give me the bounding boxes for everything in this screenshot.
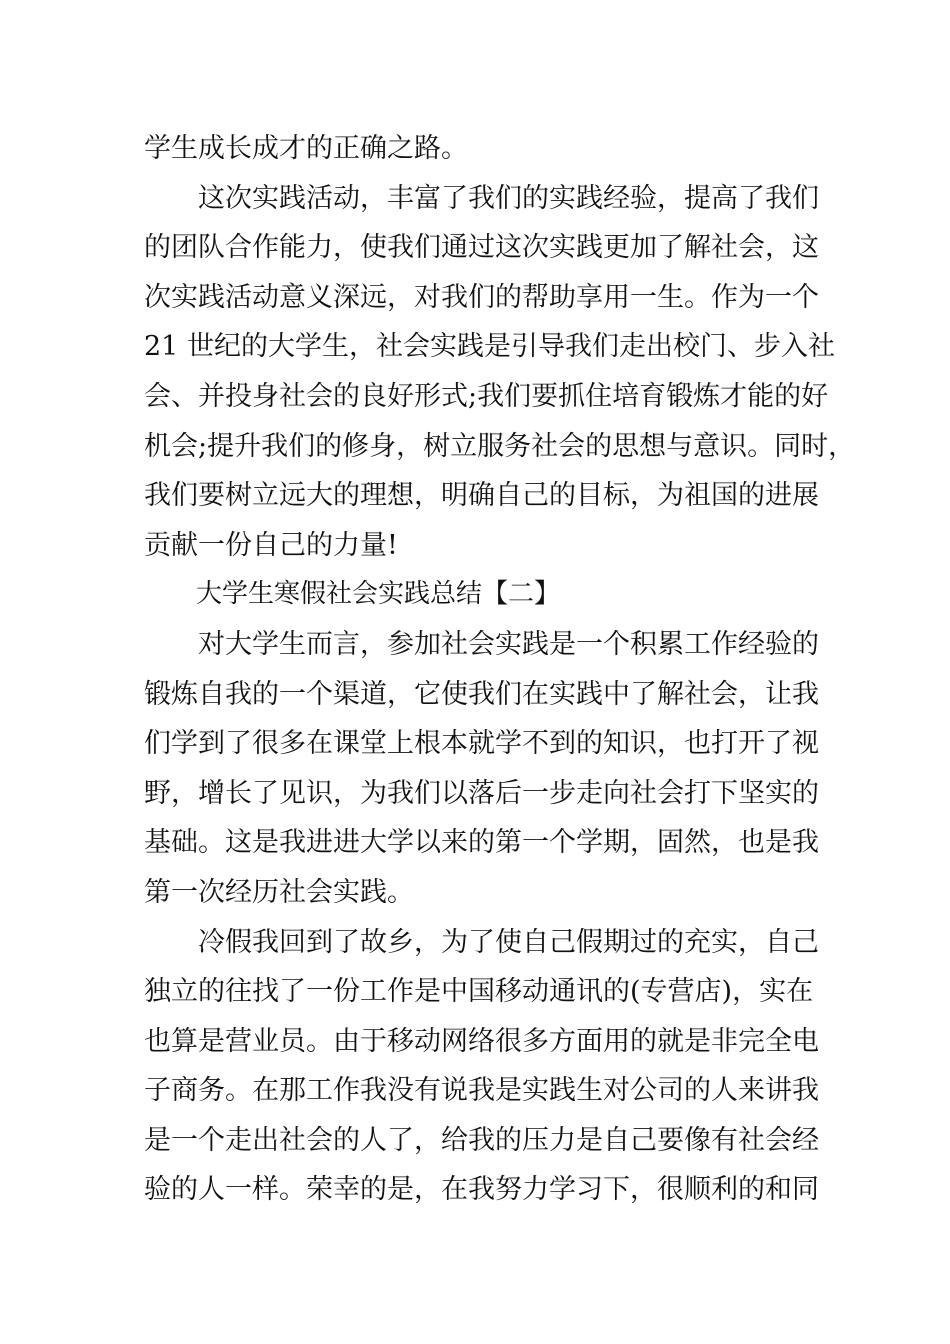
text-line: 的团队合作能力，使我们通过这次实践更加了解社会，这 (144, 232, 819, 264)
text-line: 也算是营业员。由于移动网络很多方面用的就是非完全电 (144, 1025, 819, 1057)
text-line: 这次实践活动，丰富了我们的实践经验，提高了我们 (198, 182, 819, 214)
text-line: 基础。这是我进进大学以来的第一个学期，固然，也是我 (144, 827, 819, 859)
text-line: 是一个走出社会的人了，给我的压力是自己要像有社会经 (144, 1124, 819, 1156)
text-line: 锻炼自我的一个渠道，它使我们在实践中了解社会，让我 (144, 678, 819, 710)
text-line: 第一次经历社会实践。 (144, 876, 414, 908)
text-line: 学生成长成才的正确之路。 (144, 133, 468, 164)
document-page (144, 124, 856, 1215)
text-line: 贡献一份自己的力量! (144, 529, 398, 561)
text-line: 我们要树立远大的理想，明确自己的目标，为祖国的进展 (144, 480, 819, 512)
text-line: 21 世纪的大学生，社会实践是引导我们走出校门、步入社 (144, 331, 835, 363)
text-line: 机会;提升我们的修身，树立服务社会的思想与意识。同时， (144, 430, 856, 462)
text-line: 野，增长了见识，为我们以落后一步走向社会打下坚实的 (144, 777, 819, 809)
text-line: 独立的往找了一份工作是中国移动通讯的(专营店)，实在 (144, 976, 814, 1008)
text-line: 冷假我回到了故乡，为了使自己假期过的充实，自己 (198, 926, 819, 958)
text-line: 次实践活动意义深远，对我们的帮助享用一生。作为一个 (144, 281, 819, 313)
text-line: 们学到了很多在课堂上根本就学不到的知识，也打开了视 (144, 728, 819, 760)
text-line: 会、并投身社会的良好形式;我们要抓住培育锻炼才能的好 (144, 380, 829, 412)
text-line: 对大学生而言，参加社会实践是一个积累工作经验的 (198, 628, 819, 660)
text-line: 验的人一样。荣幸的是，在我努力学习下，很顺利的和同 (144, 1174, 819, 1206)
text-line: 子商务。在那工作我没有说我是实践生对公司的人来讲我 (144, 1075, 819, 1107)
section-heading: 大学生寒假社会实践总结【二】 (196, 579, 561, 610)
